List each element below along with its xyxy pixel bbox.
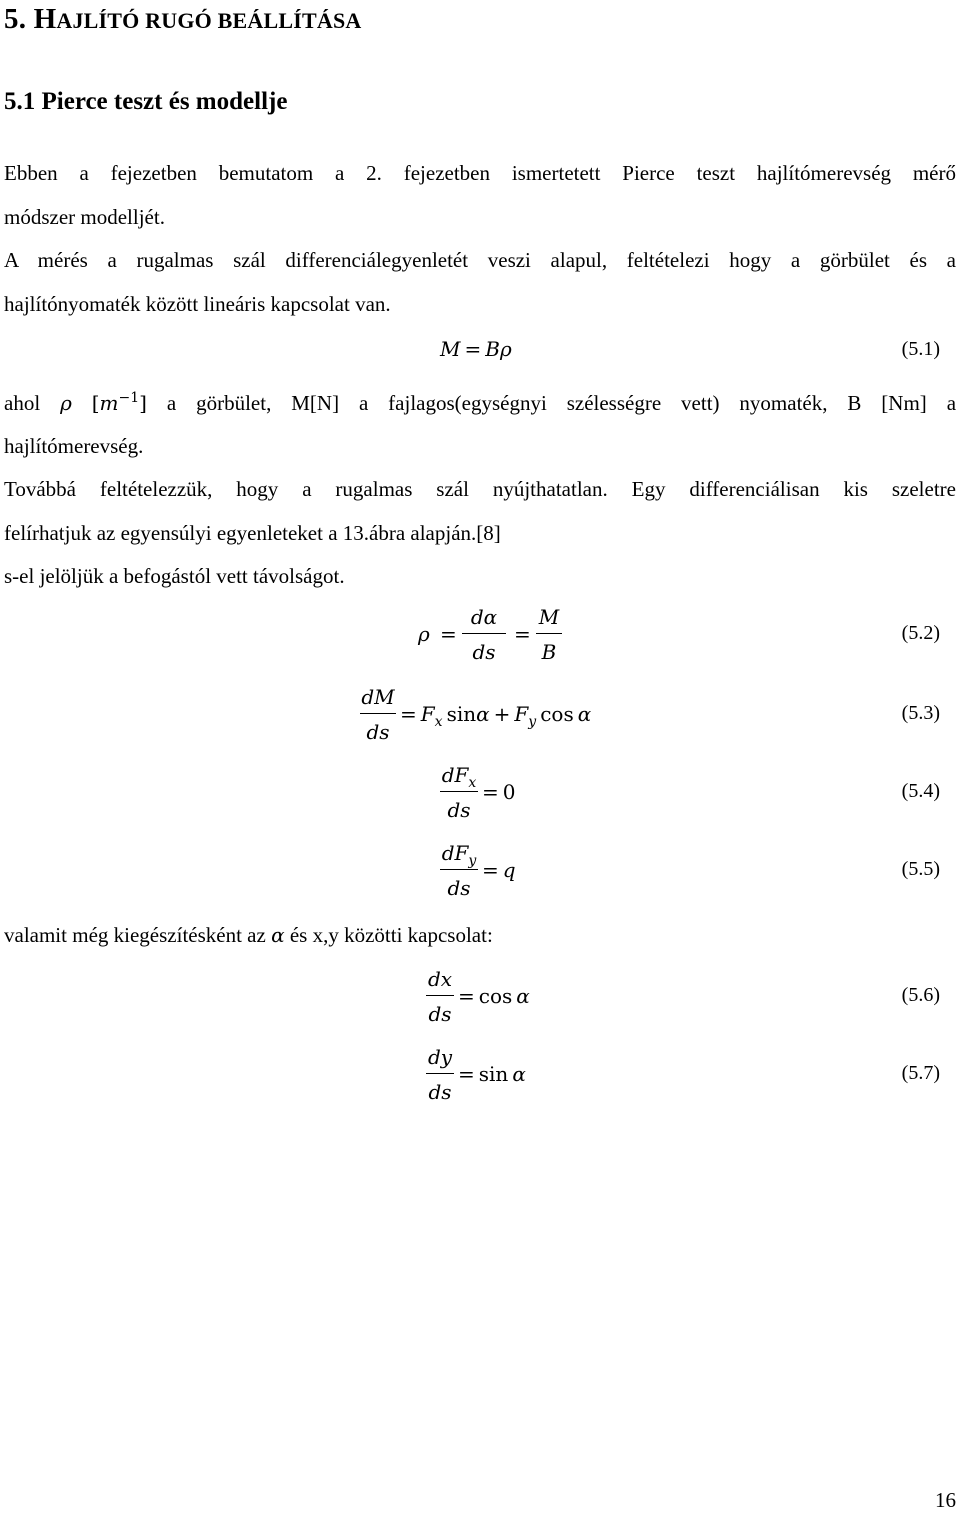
eq4-value: 0 xyxy=(502,780,516,804)
eq2-fraction-2 xyxy=(536,604,562,665)
eq5-equals: = xyxy=(482,858,499,882)
eq3-fraction xyxy=(360,684,396,745)
eq7-denominator: ds xyxy=(428,1080,452,1104)
paragraph-5: s-el jelöljük a befogástól vett távolságot. xyxy=(4,564,345,588)
chapter-title-rest: AJLÍTÓ RUGÓ BEÁLLÍTÁSA xyxy=(56,8,362,33)
word-ahol: ahol xyxy=(4,391,41,415)
eq2-equals-1: = xyxy=(440,622,457,646)
eq5-num-f: F xyxy=(454,841,469,865)
eq2-fraction-1-numerator: dα xyxy=(470,605,498,629)
eq5-denominator: ds xyxy=(447,876,471,900)
eq5-rhs xyxy=(482,858,516,882)
eq4-rhs xyxy=(482,780,516,804)
eq5-fraction xyxy=(440,840,478,901)
equation-number-5-2: (5.2) xyxy=(901,622,940,644)
eq3-sub-y: y xyxy=(528,714,537,730)
chapter-title-first-letter: H xyxy=(33,3,57,35)
paragraph-3-rest: a görbület, M[N] a fajlagos(egységnyi szélességre vett) nyomaték, B [Nm] a xyxy=(166,391,957,415)
eq4-num-f: F xyxy=(454,763,469,787)
eq2-fraction-1-bar xyxy=(462,633,506,634)
eq7-equals: = xyxy=(458,1062,475,1086)
paragraph-6-before: valamit még kiegészítésként az xyxy=(4,923,266,947)
paragraph-4-line-2: felírhatjuk az egyensúlyi egyenleteket a 13.ábra alapján.[8] xyxy=(4,521,501,545)
eq7-rhs xyxy=(458,1062,526,1086)
equation-number-5-1: (5.1) xyxy=(901,338,940,360)
equation-number-5-7: (5.7) xyxy=(901,1062,940,1084)
eq2-fraction-2-numerator: M xyxy=(538,605,560,629)
eq4-num-d: d xyxy=(441,763,455,787)
eq5-value: q xyxy=(502,858,516,882)
eq7-fraction xyxy=(426,1044,454,1105)
eq6-equals: = xyxy=(458,984,475,1008)
eq3-denominator: ds xyxy=(366,720,390,744)
unit-m: m xyxy=(99,391,119,415)
paragraph-3-line-2: hajlítómerevség. xyxy=(4,434,144,458)
eq4-numerator xyxy=(440,762,478,791)
equation-number-5-6: (5.6) xyxy=(901,984,940,1006)
eq2-fraction-2-denominator: B xyxy=(541,640,557,664)
eq3-sub-x: x xyxy=(434,714,443,730)
eq4-num-sub: x xyxy=(468,775,477,791)
eq4-fraction xyxy=(440,762,478,823)
eq3-sin: sin xyxy=(446,702,477,726)
equation-5-1 xyxy=(440,337,512,361)
paragraph-3-line-1 xyxy=(4,391,956,414)
chapter-number: 5. xyxy=(4,3,27,35)
eq6-alpha: α xyxy=(516,984,530,1008)
eq6-fraction xyxy=(426,966,454,1027)
paragraph-6-after: és x,y közötti kapcsolat: xyxy=(289,923,493,947)
paragraph-1-line-2: módszer modelljét. xyxy=(4,205,165,229)
eq5-num-d: d xyxy=(441,841,455,865)
eq5-fraction-bar xyxy=(440,869,478,870)
section-heading: 5.1 Pierce teszt és modellje xyxy=(4,88,288,115)
eq6-denominator: ds xyxy=(428,1002,452,1026)
eq7-alpha: α xyxy=(512,1062,526,1086)
equation-number-5-5: (5.5) xyxy=(901,858,940,880)
eq7-sin: sin xyxy=(478,1062,509,1086)
eq3-alpha-1: α xyxy=(476,702,490,726)
eq3-plus: + xyxy=(493,702,511,726)
eq2-equals-2: = xyxy=(514,622,531,646)
eq7-numerator: dy xyxy=(427,1045,453,1069)
eq2-fraction-2-bar xyxy=(536,633,562,634)
eq1-lhs: M xyxy=(440,337,461,361)
paragraph-4-line-1: Továbbá feltételezzük, hogy a rugalmas szál nyújthatatlan. Egy differenciálisan kis szeletre xyxy=(4,477,956,501)
equation-number-5-3: (5.3) xyxy=(901,702,940,724)
eq5-numerator xyxy=(440,840,478,869)
unit-bracket-close: ] xyxy=(139,391,147,415)
eq4-denominator: ds xyxy=(447,798,471,822)
eq4-equals: = xyxy=(482,780,499,804)
eq5-num-sub: y xyxy=(468,853,477,869)
unit-bracket-open: [ xyxy=(91,391,100,415)
paragraph-2-line-2: hajlítónyomaték között lineáris kapcsolat van. xyxy=(4,292,391,316)
unit-exponent: −1 xyxy=(118,390,140,406)
paragraph-2-line-1: A mérés a rugalmas szál differenciálegyenletét veszi alapul, feltételezi hogy a görbület és a xyxy=(4,248,956,272)
eq3-f-2: F xyxy=(514,702,529,726)
eq6-cos: cos xyxy=(478,984,513,1008)
eq6-fraction-bar xyxy=(426,995,454,996)
paragraph-1-line-1: Ebben a fejezetben bemutatom a 2. fejezetben ismertetett Pierce teszt hajlítómerevség mérő xyxy=(4,161,956,185)
eq3-numerator: dM xyxy=(361,685,395,709)
eq2-lhs: ρ xyxy=(418,622,430,646)
eq3-equals: = xyxy=(400,702,417,726)
page-number: 16 xyxy=(935,1488,956,1512)
eq4-fraction-bar xyxy=(440,791,478,792)
eq2-fraction-1-denominator: ds xyxy=(472,640,496,664)
eq1-equals: = xyxy=(464,337,482,361)
eq6-numerator: dx xyxy=(427,967,453,991)
eq3-alpha-2: α xyxy=(577,702,592,726)
symbol-rho: ρ xyxy=(60,391,72,415)
eq6-rhs xyxy=(458,984,530,1008)
chapter-heading xyxy=(4,3,362,36)
eq3-rhs xyxy=(400,702,591,730)
eq3-fraction-bar xyxy=(360,713,396,714)
eq2-fraction-1 xyxy=(462,604,506,665)
eq3-cos: cos xyxy=(540,702,574,726)
eq1-rhs: Bρ xyxy=(485,337,512,361)
eq3-f-1: F xyxy=(420,702,435,726)
equation-number-5-4: (5.4) xyxy=(901,780,940,802)
paragraph-6 xyxy=(4,925,493,946)
eq7-fraction-bar xyxy=(426,1073,454,1074)
paragraph-6-alpha: α xyxy=(271,923,285,947)
